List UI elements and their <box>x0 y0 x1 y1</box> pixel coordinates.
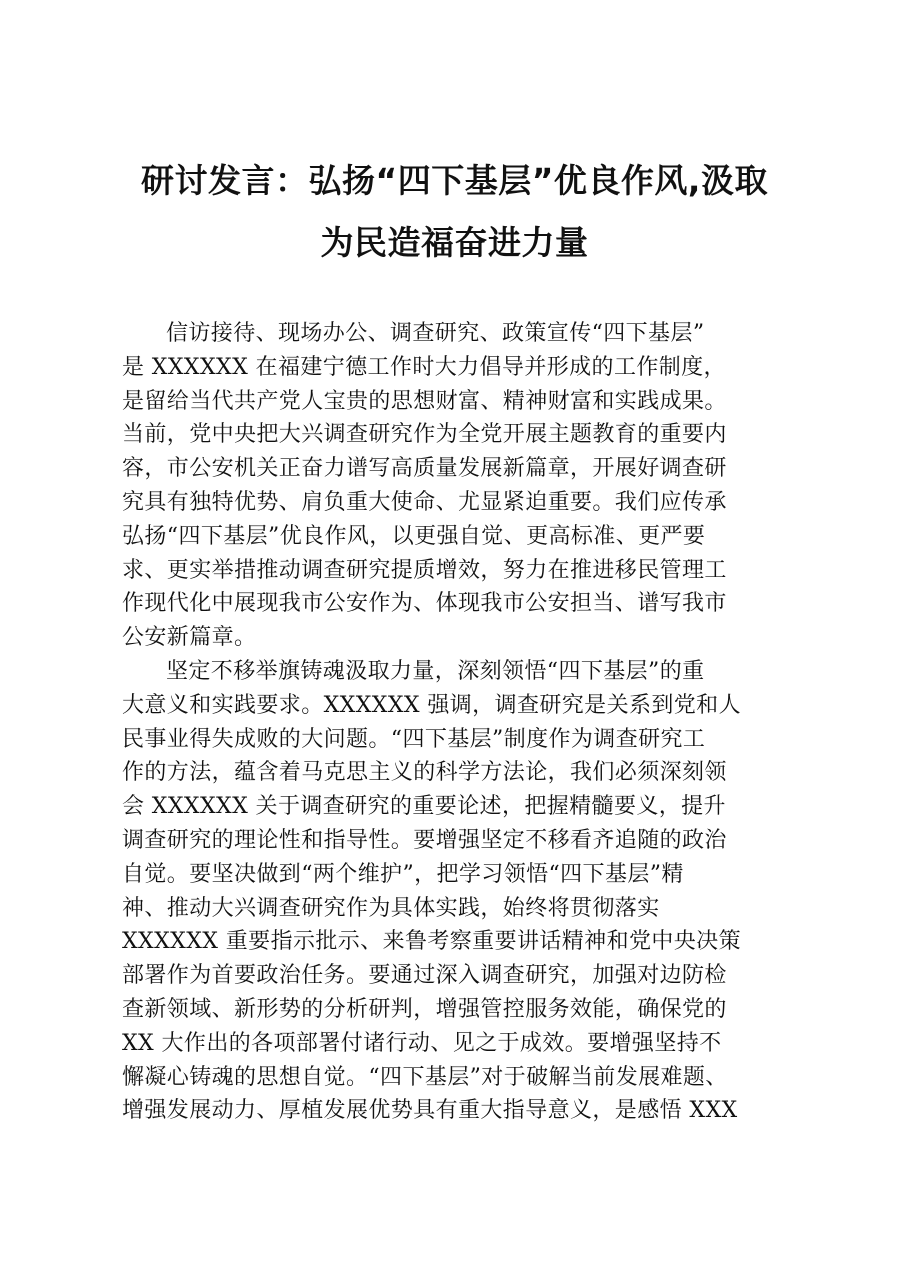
text-line: 是留给当代共产党人宝贵的思想财富、精神财富和实践成果。 <box>122 388 727 414</box>
text-line: 求、更实举措推动调查研究提质增效，努力在推进移民管理工 <box>122 557 727 583</box>
text-line: 坚定不移举旗铸魂汲取力量，深刻领悟“四下基层”的重 <box>166 658 705 684</box>
text-line: 是 XXXXXX 在福建宁德工作时大力倡导并形成的工作制度， <box>122 354 726 380</box>
text-line: 作的方法，蕴含着马克思主义的科学方法论，我们必须深刻领 <box>122 760 727 786</box>
text-line: 懈凝心铸魂的思想自觉。“四下基层”对于破解当前发展难题、 <box>122 1064 728 1090</box>
text-line: 查新领域、新形势的分析研判，增强管控服务效能，确保党的 <box>122 996 727 1022</box>
paragraph-2 <box>122 655 802 1128</box>
text-line: 大意义和实践要求。XXXXXX 强调，调查研究是关系到党和人 <box>122 692 741 718</box>
text-line: 增强发展动力、厚植发展优势具有重大指导意义，是感悟 XXX <box>122 1098 738 1124</box>
text-line: 究具有独特优势、肩负重大使命、尤显紧迫重要。我们应传承 <box>122 489 727 515</box>
text-line: 部署作为首要政治任务。要通过深入调查研究，加强对边防检 <box>122 963 727 989</box>
text-line: 公安新篇章。 <box>122 625 257 651</box>
text-line: 会 XXXXXX 关于调查研究的重要论述，把握精髓要义，提升 <box>122 794 726 820</box>
document-title <box>96 150 813 274</box>
text-line: XXXXXX 重要指示批示、来鲁考察重要讲话精神和党中央决策 <box>122 929 741 955</box>
document-body <box>122 317 802 1128</box>
text-line: 调查研究的理论性和指导性。要增强坚定不移看齐追随的政治 <box>122 827 727 853</box>
title-line-2: 为民造福奋进力量 <box>320 223 589 262</box>
text-line: 弘扬“四下基层”优良作风，以更强自觉、更高标准、更严要 <box>122 523 706 549</box>
text-line: 作现代化中展现我市公安作为、体现我市公安担当、谱写我市 <box>122 591 727 617</box>
text-line: 信访接待、现场办公、调查研究、政策宣传“四下基层” <box>166 321 705 346</box>
text-line: 神、推动大兴调查研究作为具体实践，始终将贯彻落实 <box>122 895 660 921</box>
text-line: 民事业得失成败的大问题。“四下基层”制度作为调查研究工 <box>122 726 706 752</box>
text-line: 自觉。要坚决做到“两个维护”，把学习领悟“四下基层”精 <box>122 861 684 887</box>
text-line: 容，市公安机关正奋力谱写高质量发展新篇章，开展好调查研 <box>122 456 727 482</box>
text-line: XX 大作出的各项部署付诸行动、见之于成效。要增强坚持不 <box>122 1030 722 1056</box>
paragraph-1 <box>122 317 802 655</box>
text-line: 当前，党中央把大兴调查研究作为全党开展主题教育的重要内 <box>122 422 727 448</box>
title-line-1: 研讨发言：弘扬“四下基层”优良作风,汲取 <box>141 161 768 200</box>
